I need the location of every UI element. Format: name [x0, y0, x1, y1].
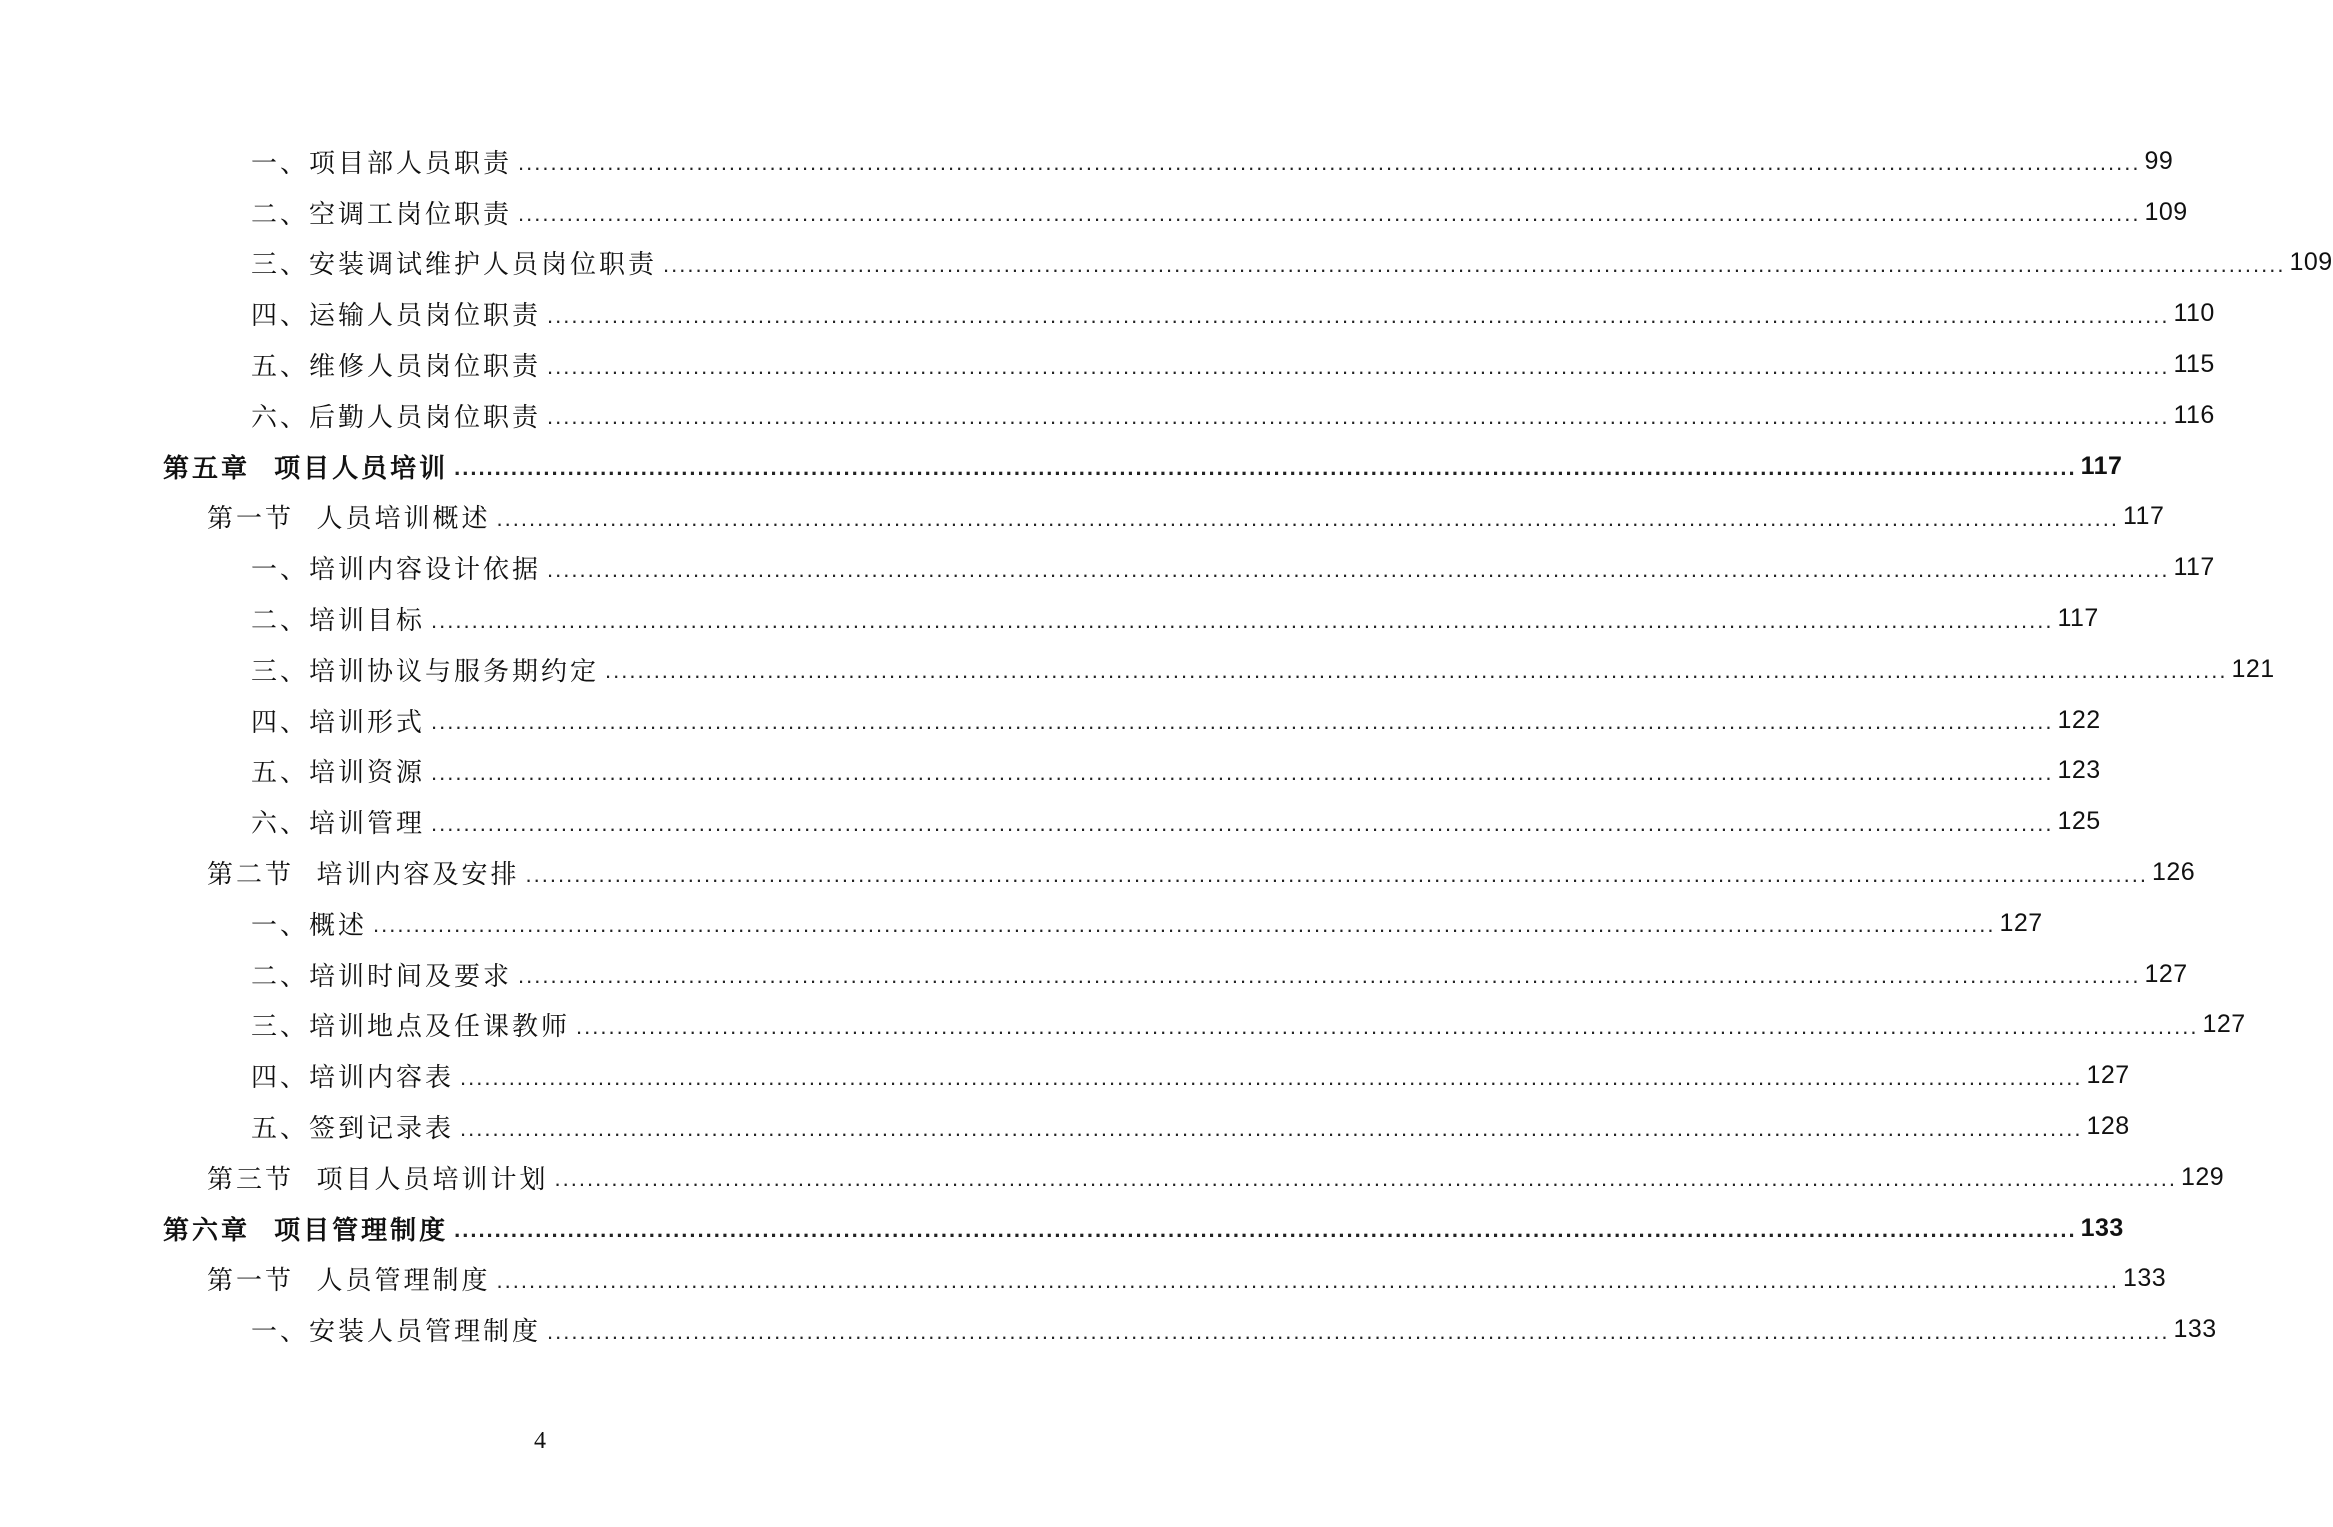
toc-dot-leader: ........................................................................................................................................................................................................ [431, 709, 2054, 735]
toc-dot-leader: ........................................................................................................................................................................................................ [547, 404, 2170, 430]
toc-dot-leader: ........................................................................................................................................................................................................ [454, 1217, 2077, 1243]
toc-entry[interactable] [0, 339, 2215, 390]
toc-entry[interactable] [0, 949, 2188, 1000]
toc-dot-leader: ........................................................................................................................................................................................................ [554, 1166, 2177, 1192]
toc-entry-title: 第一节 人员培训概述 [207, 504, 491, 535]
toc-entry-title: 一、概述 [251, 910, 368, 941]
toc-entry-title: 二、培训时间及要求 [251, 961, 513, 992]
toc-entry-title: 三、安装调试维护人员岗位职责 [251, 250, 658, 281]
toc-dot-leader: ........................................................................................................................................................................................................ [663, 251, 2286, 277]
toc-dot-leader: ........................................................................................................................................................................................................ [525, 861, 2148, 887]
toc-entry-title: 二、培训目标 [251, 606, 426, 637]
toc-entry-page: 117 [2057, 604, 2099, 633]
toc-entry[interactable] [0, 898, 2043, 949]
toc-dot-leader: ........................................................................................................................................................................................................ [605, 658, 2228, 684]
toc-entry-title: 五、签到记录表 [251, 1114, 455, 1145]
toc-entry-title: 第五章 项目人员培训 [163, 453, 449, 484]
toc-dot-leader: ........................................................................................................................................................................................................ [496, 1267, 2119, 1293]
toc-dot-leader: ........................................................................................................................................................................................................ [547, 556, 2170, 582]
toc-dot-leader: ........................................................................................................................................................................................................ [454, 455, 2077, 481]
toc-entry[interactable] [0, 1101, 2130, 1152]
toc-dot-leader: ........................................................................................................................................................................................................ [496, 505, 2119, 531]
toc-dot-leader: ........................................................................................................................................................................................................ [518, 150, 2141, 176]
toc-entry-page: 109 [2289, 248, 2333, 277]
toc-entry[interactable] [0, 238, 2333, 289]
toc-entry-page: 123 [2057, 756, 2101, 785]
toc-chapter-entry[interactable] [0, 1203, 2124, 1254]
toc-entry[interactable] [0, 187, 2188, 238]
toc-entry-title: 一、项目部人员职责 [251, 148, 513, 179]
toc-entry-page: 121 [2231, 654, 2275, 683]
toc-entry-title: 三、培训地点及任课教师 [251, 1012, 571, 1043]
toc-entry-title: 二、空调工岗位职责 [251, 199, 513, 230]
toc-entry-title: 四、运输人员岗位职责 [251, 301, 542, 332]
toc-entry[interactable] [0, 136, 2174, 187]
toc-entry-title: 一、安装人员管理制度 [251, 1317, 542, 1348]
toc-section-entry[interactable] [0, 1254, 2167, 1305]
table-of-contents [0, 136, 2333, 1355]
toc-dot-leader: ........................................................................................................................................................................................................ [518, 201, 2141, 227]
toc-dot-leader: ........................................................................................................................................................................................................ [431, 607, 2054, 633]
toc-section-entry[interactable] [0, 1152, 2225, 1203]
toc-entry-page: 125 [2057, 807, 2101, 836]
toc-entry-page: 117 [2080, 451, 2123, 480]
toc-entry-title: 第二节 培训内容及安排 [207, 860, 520, 891]
toc-entry-page: 127 [2202, 1010, 2246, 1039]
toc-chapter-entry[interactable] [0, 441, 2123, 492]
toc-entry-page: 116 [2173, 400, 2215, 429]
toc-dot-leader: ........................................................................................................................................................................................................ [547, 1318, 2170, 1344]
toc-entry-page: 115 [2173, 350, 2215, 379]
toc-entry-title: 三、培训协议与服务期约定 [251, 656, 600, 687]
toc-entry-page: 127 [2086, 1061, 2130, 1090]
toc-entry-page: 110 [2173, 299, 2215, 328]
toc-entry[interactable] [0, 1304, 2217, 1355]
toc-entry-page: 122 [2057, 705, 2101, 734]
toc-entry-title: 第三节 项目人员培训计划 [207, 1164, 549, 1195]
toc-entry-page: 133 [2080, 1213, 2124, 1242]
toc-entry-page: 129 [2181, 1162, 2225, 1191]
toc-dot-leader: ........................................................................................................................................................................................................ [547, 353, 2170, 379]
toc-entry-page: 117 [2173, 553, 2215, 582]
toc-entry-page: 109 [2144, 197, 2188, 226]
toc-dot-leader: ........................................................................................................................................................................................................ [576, 1013, 2199, 1039]
toc-entry-page: 133 [2173, 1315, 2217, 1344]
toc-entry-page: 128 [2086, 1112, 2130, 1141]
toc-entry-page: 126 [2152, 858, 2196, 887]
toc-entry-page: 127 [2144, 959, 2188, 988]
toc-entry[interactable] [0, 390, 2215, 441]
toc-entry[interactable] [0, 796, 2101, 847]
toc-dot-leader: ........................................................................................................................................................................................................ [373, 912, 1996, 938]
toc-entry-title: 五、维修人员岗位职责 [251, 352, 542, 383]
toc-entry-title: 六、后勤人员岗位职责 [251, 402, 542, 433]
toc-dot-leader: ........................................................................................................................................................................................................ [431, 810, 2054, 836]
toc-entry[interactable] [0, 695, 2101, 746]
toc-dot-leader: ........................................................................................................................................................................................................ [431, 759, 2054, 785]
toc-entry[interactable] [0, 746, 2101, 797]
toc-entry[interactable] [0, 288, 2215, 339]
toc-entry-title: 第一节 人员管理制度 [207, 1266, 491, 1297]
toc-entry-title: 五、培训资源 [251, 758, 426, 789]
toc-section-entry[interactable] [0, 492, 2165, 543]
toc-entry[interactable] [0, 593, 2099, 644]
toc-entry-title: 第六章 项目管理制度 [163, 1215, 449, 1246]
toc-entry[interactable] [0, 1050, 2130, 1101]
page-number: 4 [534, 1428, 546, 1454]
toc-entry-title: 一、培训内容设计依据 [251, 555, 542, 586]
toc-dot-leader: ........................................................................................................................................................................................................ [547, 302, 2170, 328]
toc-dot-leader: ........................................................................................................................................................................................................ [460, 1115, 2083, 1141]
toc-entry-page: 117 [2123, 502, 2165, 531]
toc-entry[interactable] [0, 1000, 2246, 1051]
toc-dot-leader: ........................................................................................................................................................................................................ [460, 1064, 2083, 1090]
toc-entry-title: 四、培训形式 [251, 707, 426, 738]
toc-section-entry[interactable] [0, 847, 2196, 898]
toc-entry-page: 127 [1999, 908, 2043, 937]
toc-entry-page: 133 [2123, 1264, 2167, 1293]
toc-entry-title: 四、培训内容表 [251, 1063, 455, 1094]
toc-entry-title: 六、培训管理 [251, 809, 426, 840]
toc-dot-leader: ........................................................................................................................................................................................................ [518, 963, 2141, 989]
toc-entry[interactable] [0, 542, 2215, 593]
toc-entry-page: 99 [2144, 146, 2174, 175]
toc-entry[interactable] [0, 644, 2275, 695]
